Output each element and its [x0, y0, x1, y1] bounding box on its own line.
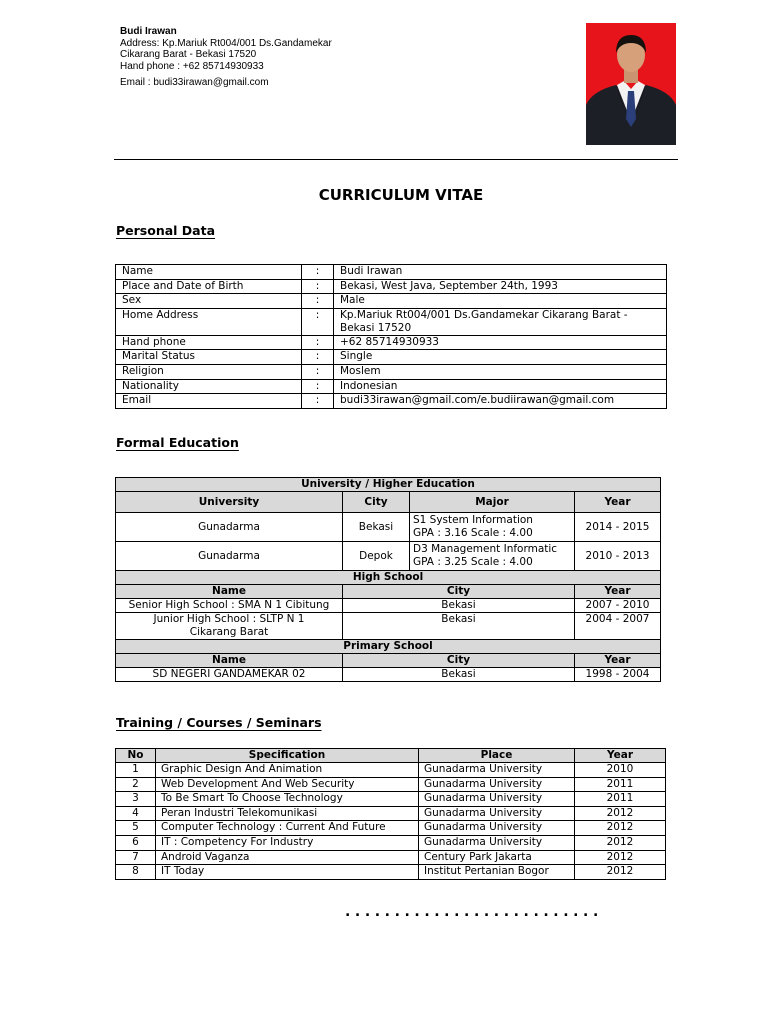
field-value: Single	[334, 350, 667, 365]
col-city: City	[343, 654, 575, 668]
contact-phone: Hand phone : +62 85714930933	[120, 60, 264, 72]
col-city: City	[343, 492, 410, 513]
field-separator: :	[302, 350, 334, 365]
personal-data-table	[115, 264, 667, 409]
table-row	[116, 777, 666, 792]
col-city: City	[343, 585, 575, 599]
school-city: Bekasi	[343, 668, 575, 682]
col-year: Year	[575, 749, 666, 763]
contact-address: Address: Kp.Mariuk Rt004/001 Ds.Gandamekar	[120, 37, 332, 49]
training-no: 8	[116, 865, 156, 880]
training-year: 2012	[575, 806, 666, 821]
table-row	[116, 821, 666, 836]
table-row	[116, 513, 661, 542]
section-heading-education: Formal Education	[116, 435, 239, 450]
training-spec: Peran Industri Telekomunikasi	[156, 806, 419, 821]
col-major: Major	[410, 492, 575, 513]
table-row	[116, 792, 666, 807]
table-row	[116, 265, 667, 280]
col-specification: Specification	[156, 749, 419, 763]
table-row	[116, 865, 666, 880]
training-place: Gunadarma University	[419, 835, 575, 850]
school-name-line-2: Cikarang Barat	[189, 626, 269, 638]
table-row	[116, 379, 667, 394]
table-header-row	[116, 492, 661, 513]
school-city: Bekasi	[343, 613, 575, 640]
training-no: 4	[116, 806, 156, 821]
table-row	[116, 308, 667, 335]
school-name: SD NEGERI GANDAMEKAR 02	[116, 668, 343, 682]
table-group-header	[116, 478, 661, 492]
gpa-line: GPA : 3.25 Scale : 4.00	[413, 556, 533, 568]
training-year: 2012	[575, 865, 666, 880]
table-row	[116, 850, 666, 865]
col-place: Place	[419, 749, 575, 763]
field-value: +62 85714930933	[334, 335, 667, 350]
field-value: Moslem	[334, 364, 667, 379]
field-label: Nationality	[116, 379, 302, 394]
field-label: Name	[116, 265, 302, 280]
field-separator: :	[302, 364, 334, 379]
training-spec: Web Development And Web Security	[156, 777, 419, 792]
university-name: Gunadarma	[116, 542, 343, 571]
training-place: Century Park Jakarta	[419, 850, 575, 865]
university-year: 2010 - 2013	[575, 542, 661, 571]
table-row	[116, 394, 667, 409]
table-row	[116, 335, 667, 350]
training-spec: To Be Smart To Choose Technology	[156, 792, 419, 807]
contact-email: Email : budi33irawan@gmail.com	[120, 77, 269, 88]
table-row	[116, 599, 661, 613]
training-year: 2011	[575, 777, 666, 792]
training-spec: Graphic Design And Animation	[156, 763, 419, 778]
section-heading-training: Training / Courses / Seminars	[116, 715, 322, 730]
address-line-1: Kp.Mariuk Rt004/001 Ds.Gandamekar Cikarang Barat -	[340, 308, 628, 321]
training-no: 2	[116, 777, 156, 792]
training-year: 2010	[575, 763, 666, 778]
col-year: Year	[575, 492, 661, 513]
field-separator: :	[302, 279, 334, 294]
university-major	[410, 513, 575, 542]
training-place: Institut Pertanian Bogor	[419, 865, 575, 880]
table-row	[116, 835, 666, 850]
training-place: Gunadarma University	[419, 763, 575, 778]
table-row	[116, 668, 661, 682]
field-separator: :	[302, 294, 334, 309]
university-major	[410, 542, 575, 571]
section-heading-personal: Personal Data	[116, 223, 216, 238]
field-label: Email	[116, 394, 302, 409]
major-line: S1 System Information	[413, 514, 533, 526]
field-label: Hand phone	[116, 335, 302, 350]
school-year: 2004 - 2007	[575, 613, 661, 640]
table-header-row	[116, 585, 661, 599]
table-row	[116, 294, 667, 309]
training-spec: Android Vaganza	[156, 850, 419, 865]
school-name: Senior High School : SMA N 1 Cibitung	[116, 599, 343, 613]
university-name: Gunadarma	[116, 513, 343, 542]
table-group-header	[116, 640, 661, 654]
field-separator: :	[302, 308, 334, 335]
school-year: 2007 - 2010	[575, 599, 661, 613]
col-name: Name	[116, 654, 343, 668]
field-separator: :	[302, 379, 334, 394]
page-title: CURRICULUM VITAE	[318, 186, 484, 204]
table-row	[116, 613, 661, 640]
field-separator: :	[302, 265, 334, 280]
training-place: Gunadarma University	[419, 806, 575, 821]
training-year: 2011	[575, 792, 666, 807]
table-group-header	[116, 571, 661, 585]
training-spec: IT Today	[156, 865, 419, 880]
training-place: Gunadarma University	[419, 792, 575, 807]
field-separator: :	[302, 394, 334, 409]
training-place: Gunadarma University	[419, 777, 575, 792]
address-line-2: Bekasi 17520	[340, 321, 412, 334]
field-value: Indonesian	[334, 379, 667, 394]
major-line: D3 Management Informatic	[413, 543, 558, 555]
table-row	[116, 364, 667, 379]
table-header-row	[116, 749, 666, 763]
field-label: Home Address	[116, 308, 302, 335]
training-year: 2012	[575, 850, 666, 865]
training-year: 2012	[575, 821, 666, 836]
field-value	[334, 308, 667, 335]
training-no: 1	[116, 763, 156, 778]
contact-block	[120, 26, 332, 89]
training-no: 5	[116, 821, 156, 836]
field-separator: :	[302, 335, 334, 350]
university-city: Bekasi	[343, 513, 410, 542]
table-row	[116, 763, 666, 778]
header-divider	[114, 159, 678, 160]
table-row	[116, 350, 667, 365]
footer-dotted-line: ..........................	[345, 904, 603, 920]
table-header-row	[116, 654, 661, 668]
profile-photo	[586, 23, 676, 145]
school-name-line-1: Junior High School : SLTP N 1	[153, 613, 305, 625]
school-year: 1998 - 2004	[575, 668, 661, 682]
education-table	[115, 477, 661, 682]
training-spec: Computer Technology : Current And Future	[156, 821, 419, 836]
col-year: Year	[575, 654, 661, 668]
training-no: 7	[116, 850, 156, 865]
group-high-school: High School	[116, 571, 661, 585]
group-primary-school: Primary School	[116, 640, 661, 654]
table-row	[116, 279, 667, 294]
gpa-line: GPA : 3.16 Scale : 4.00	[413, 527, 533, 539]
training-no: 3	[116, 792, 156, 807]
field-value: Bekasi, West Java, September 24th, 1993	[334, 279, 667, 294]
field-label: Sex	[116, 294, 302, 309]
training-place: Gunadarma University	[419, 821, 575, 836]
field-label: Marital Status	[116, 350, 302, 365]
col-name: Name	[116, 585, 343, 599]
contact-name: Budi Irawan	[120, 26, 177, 37]
training-table	[115, 748, 666, 880]
training-year: 2012	[575, 835, 666, 850]
training-spec: IT : Competency For Industry	[156, 835, 419, 850]
group-university: University / Higher Education	[116, 478, 661, 492]
school-city: Bekasi	[343, 599, 575, 613]
field-value: Male	[334, 294, 667, 309]
table-row	[116, 806, 666, 821]
field-label: Place and Date of Birth	[116, 279, 302, 294]
field-label: Religion	[116, 364, 302, 379]
person-portrait-icon	[586, 23, 676, 145]
university-year: 2014 - 2015	[575, 513, 661, 542]
col-year: Year	[575, 585, 661, 599]
university-city: Depok	[343, 542, 410, 571]
contact-address-line2: Cikarang Barat - Bekasi 17520	[120, 49, 257, 60]
training-no: 6	[116, 835, 156, 850]
table-row	[116, 542, 661, 571]
school-name	[116, 613, 343, 640]
field-value: Budi Irawan	[334, 265, 667, 280]
col-no: No	[116, 749, 156, 763]
col-university: University	[116, 492, 343, 513]
field-value: budi33irawan@gmail.com/e.budiirawan@gmail.com	[334, 394, 667, 409]
